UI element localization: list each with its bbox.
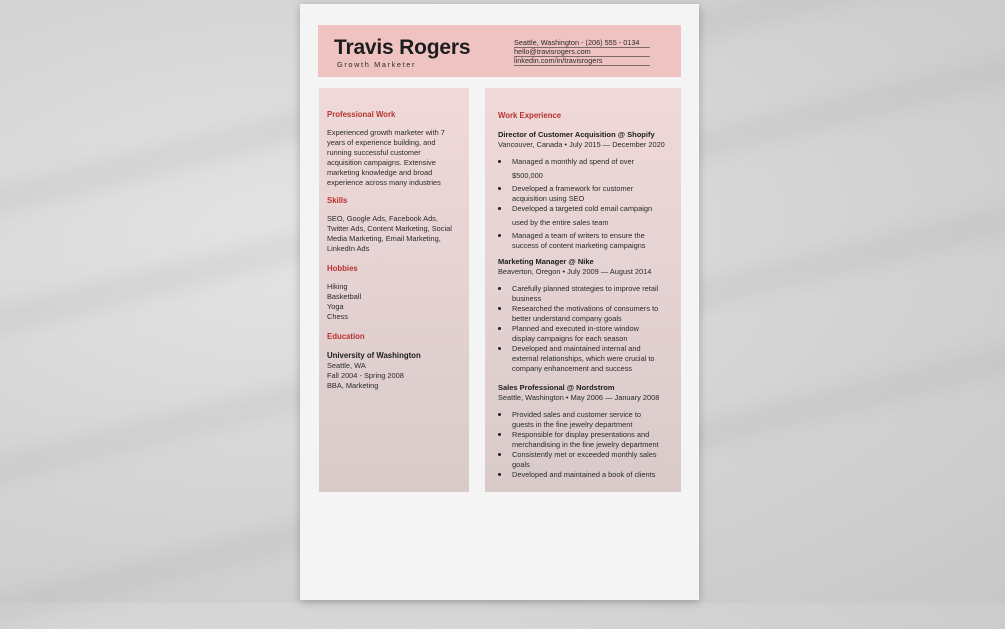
bullet-dot-icon: [498, 287, 501, 290]
bullet-line: success of content marketing campaigns: [512, 241, 646, 250]
bullet-line: Researched the motivations of consumers to: [512, 304, 659, 313]
bullet-dot-icon: [498, 453, 501, 456]
bullet-line: Planned and executed in-store window: [512, 324, 639, 333]
bullet-line: Developed and maintained a book of clients: [512, 470, 656, 479]
bullet-dot-icon: [498, 327, 501, 330]
bullet-line: Developed a framework for customer: [512, 184, 634, 193]
hobby-item: Hiking: [327, 282, 348, 291]
bullet-line: Developed and maintained internal and: [512, 344, 641, 353]
job-title: Marketing Manager @ Nike: [498, 257, 594, 266]
school-name: University of Washington: [327, 351, 421, 360]
bullet-line: external relationships, which were crucial to: [512, 354, 655, 363]
bullet-line: better understand company goals: [512, 314, 622, 323]
bullet-line: Provided sales and customer service to: [512, 410, 641, 419]
work-heading: Work Experience: [498, 111, 562, 120]
skills-line: LinkedIn Ads: [327, 244, 370, 253]
bullet-line: merchandising in the fine jewelry department: [512, 440, 659, 449]
left-column: [319, 88, 469, 492]
hobby-item: Yoga: [327, 302, 344, 311]
job-meta: Beaverton, Oregon • July 2009 — August 2014: [498, 267, 652, 276]
school-location: Seattle, WA: [327, 361, 366, 370]
resume-page: [300, 4, 699, 600]
school-dates: Fall 2004 - Spring 2008: [327, 371, 404, 380]
bullet-line: used by the entire sales team: [512, 218, 609, 227]
bullet-line: Developed a targeted cold email campaign: [512, 204, 653, 213]
job-title: Sales Professional @ Nordstrom: [498, 383, 615, 392]
job-meta: Vancouver, Canada • July 2015 — December 2020: [498, 140, 665, 149]
bullet-line: acquisition using SEO: [512, 194, 585, 203]
summary-line: experience across many industries: [327, 178, 441, 187]
bullet-line: Carefully planned strategies to improve retail: [512, 284, 659, 293]
education-block: [327, 351, 421, 391]
bullet-dot-icon: [498, 207, 501, 210]
bullet-line: Managed a monthly ad spend of over: [512, 157, 635, 166]
bullet-line: Responsible for display presentations and: [512, 430, 650, 439]
bullet-dot-icon: [498, 160, 501, 163]
job-meta: Seattle, Washington • May 2006 — January 2008: [498, 393, 660, 402]
skills-list: [327, 214, 452, 254]
school-degree: BBA, Marketing: [327, 381, 379, 390]
hobbies-list: [327, 282, 361, 322]
bullet-line: $500,000: [512, 171, 543, 180]
bullet-line: Consistently met or exceeded monthly sales: [512, 450, 657, 459]
contact-block: [514, 39, 650, 66]
summary-line: running successful customer: [327, 148, 421, 157]
skills-line: Media Marketing, Email Marketing,: [327, 234, 441, 243]
bullet-line: business: [512, 294, 542, 303]
job-title: Director of Customer Acquisition @ Shopify: [498, 130, 655, 139]
bullet-line: company enhancement and success: [512, 364, 632, 373]
bullet-dot-icon: [498, 187, 501, 190]
bullet-line: guests in the fine jewelry department: [512, 420, 633, 429]
bullet-line: display campaigns for each season: [512, 334, 628, 343]
bullet-dot-icon: [498, 347, 501, 350]
bullet-dot-icon: [498, 413, 501, 416]
summary-line: years of experience building, and: [327, 138, 436, 147]
summary-line: Experienced growth marketer with 7: [327, 128, 445, 137]
skills-line: SEO, Google Ads, Facebook Ads,: [327, 214, 438, 223]
professional-heading: Professional Work: [327, 110, 396, 119]
bullet-line: goals: [512, 460, 530, 469]
summary-line: acquisition campaigns. Extensive: [327, 158, 436, 167]
education-heading: Education: [327, 332, 365, 341]
bullet-dot-icon: [498, 234, 501, 237]
bullet-dot-icon: [498, 433, 501, 436]
professional-summary: [327, 128, 445, 188]
candidate-role: Growth Marketer: [337, 60, 417, 69]
bullet-dot-icon: [498, 473, 501, 476]
skills-line: Twitter Ads, Content Marketing, Social: [327, 224, 452, 233]
summary-line: marketing knowledge and broad: [327, 168, 433, 177]
resume-header: [318, 25, 681, 77]
contact-location-phone: Seattle, Washington - (206) 555 - 0134: [514, 39, 650, 48]
contact-email: hello@travisrogers.com: [514, 48, 650, 57]
candidate-name: Travis Rogers: [334, 36, 471, 59]
hobby-item: Chess: [327, 312, 348, 321]
contact-linkedin: linkedin.com/in/travisrogers: [514, 57, 650, 66]
skills-heading: Skills: [327, 196, 348, 205]
bullet-line: Managed a team of writers to ensure the: [512, 231, 645, 240]
right-column: [485, 88, 681, 492]
hobby-item: Basketball: [327, 292, 362, 301]
hobbies-heading: Hobbies: [327, 264, 358, 273]
bullet-dot-icon: [498, 307, 501, 310]
